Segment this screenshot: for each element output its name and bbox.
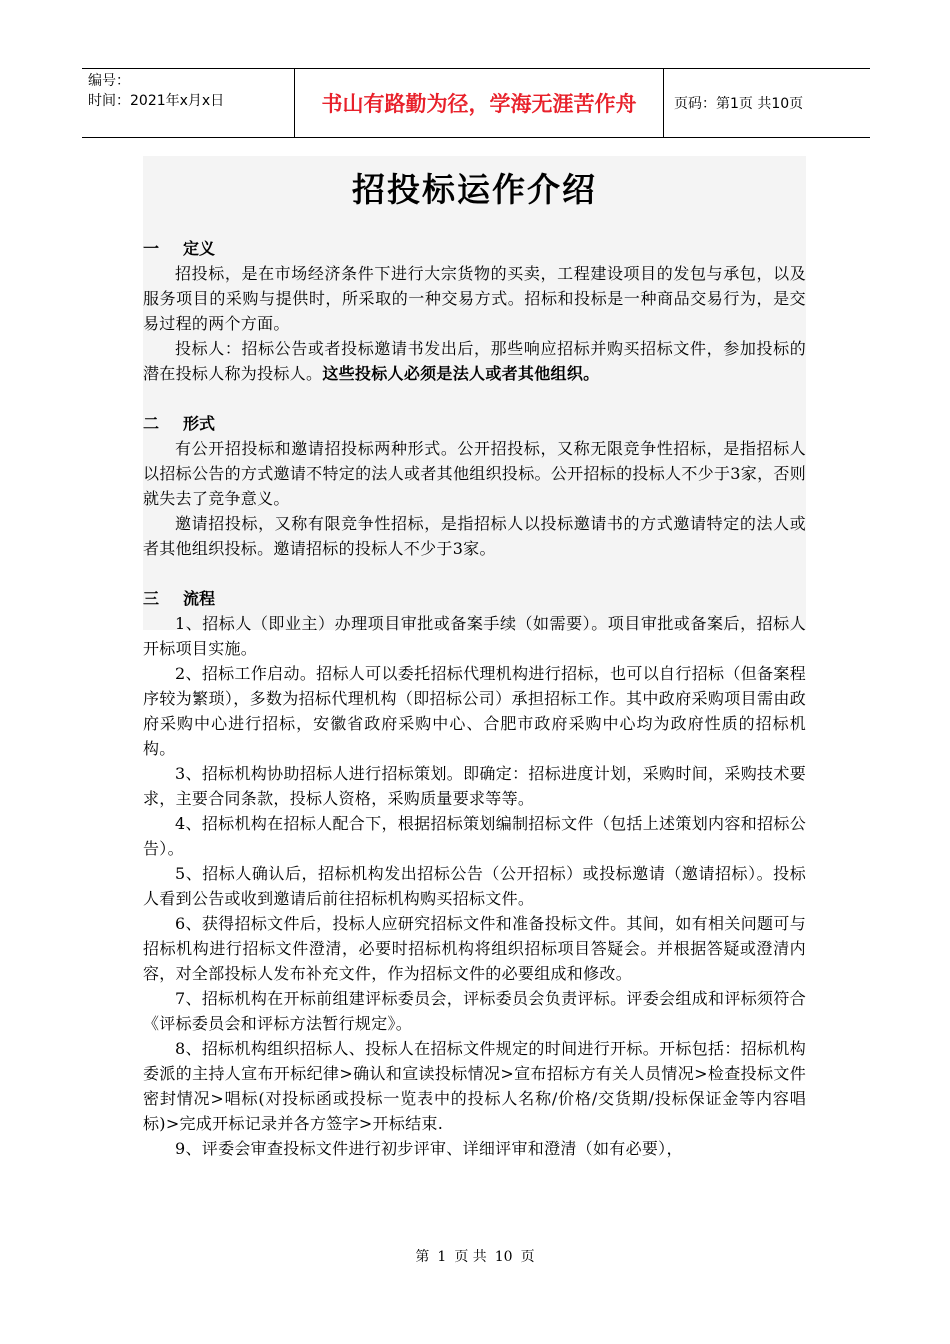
paragraph [143, 336, 806, 386]
process-step: 2、招标工作启动。招标人可以委托招标代理机构进行招标，也可以自行招标（但备案程序较为繁琐），多数为招标代理机构（即招标公司）承担招标工作。其中政府采购项目需由政府采购中心进行招标，安徽省政府采购中心、合肥市政府采购中心均为政府性质的招标机构。 [143, 664, 806, 758]
footer-page-number: 1 [437, 1249, 447, 1265]
footer-total-pages: 10 [494, 1249, 513, 1265]
section-title: 定义 [183, 239, 216, 258]
process-step: 5、招标人确认后，招标机构发出招标公告（公开招标）或投标邀请（邀请招标）。投标人看到公告或收到邀请后前往招标机构购买招标文件。 [143, 864, 806, 908]
section-title: 流程 [183, 589, 216, 608]
process-step: 4、招标机构在招标人配合下，根据招标策划编制招标文件（包括上述策划内容和招标公告）。 [143, 814, 806, 858]
document-number-label: 编号： [88, 73, 130, 89]
paragraph: 邀请招投标，又称有限竞争性招标，是指招标人以投标邀请书的方式邀请特定的法人或者其他组织投标。邀请招标的投标人不少于3家。 [143, 514, 806, 558]
paragraph-bold-text: 这些投标人必须是法人或者其他组织。 [322, 364, 600, 383]
document-title: 招投标运作介绍 [352, 170, 597, 209]
section-number: 三 [143, 589, 160, 608]
process-step: 6、获得招标文件后，投标人应研究招标文件和准备投标文件。其间，如有相关问题可与招标机构进行招标文件澄清，必要时招标机构将组织招标项目答疑会。并根据答疑或澄清内容，对全部投标人发布补充文件，作为招标文件的必要组成和修改。 [143, 914, 806, 983]
document-time-label: 时间：2021年x月x日 [88, 93, 225, 109]
section-heading-forms [143, 411, 806, 436]
paragraph: 有公开招投标和邀请招投标两种形式。公开招投标，又称无限竞争性招标，是指招标人以招标公告的方式邀请不特定的法人或者其他组织投标。公开招标的投标人不少于3家，否则就失去了竞争意义。 [143, 439, 806, 508]
footer-prefix: 第 [415, 1249, 430, 1265]
section-heading-process [143, 586, 806, 611]
process-step: 1、招标人（即业主）办理项目审批或备案手续（如需要）。项目审批或备案后，招标人开标项目实施。 [143, 614, 806, 658]
process-step: 7、招标机构在开标前组建评标委员会，评标委员会负责评标。评委会组成和评标须符合《评标委员会和评标方法暂行规定》。 [143, 989, 806, 1033]
header-meta [82, 69, 295, 137]
section-heading-definition [143, 236, 806, 261]
process-step: 3、招标机构协助招标人进行招标策划。即确定：招标进度计划，采购时间，采购技术要求，主要合同条款，投标人资格，采购质量要求等等。 [143, 764, 806, 808]
section-title: 形式 [183, 414, 216, 433]
page-footer [0, 1246, 950, 1266]
document-body [143, 156, 806, 1161]
section-number: 二 [143, 414, 160, 433]
footer-suffix: 页 [520, 1249, 535, 1265]
header-page-info: 页码：第1页 共10页 [674, 96, 804, 112]
footer-mid: 页 共 [454, 1249, 487, 1265]
process-step: 9、评委会审查投标文件进行初步评审、详细评审和澄清（如有必要）， [175, 1139, 683, 1158]
document-header [82, 68, 870, 138]
header-motto: 书山有路勤为径，学海无涯苦作舟 [295, 69, 664, 137]
paragraph: 招投标，是在市场经济条件下进行大宗货物的买卖，工程建设项目的发包与承包，以及服务项目的采购与提供时，所采取的一种交易方式。招标和投标是一种商品交易行为，是交易过程的两个方面。 [143, 264, 806, 333]
process-step: 8、招标机构组织招标人、投标人在招标文件规定的时间进行开标。开标包括：招标机构委派的主持人宣布开标纪律>确认和宣读投标情况>宣布招标方有关人员情况>检查投标文件密封情况>唱标(对投标函或投标一览表中的投标人名称/价格/交货期/投标保证金等内容唱标)>完成开标记录并各方签字>开标结束. [143, 1039, 806, 1133]
paragraph-text: 投标人：招标公告或者投标邀请书发出后，那些响应招标并购买招标文件，参加投标的潜在投标人称为投标人。 [143, 339, 806, 383]
section-number: 一 [143, 239, 160, 258]
